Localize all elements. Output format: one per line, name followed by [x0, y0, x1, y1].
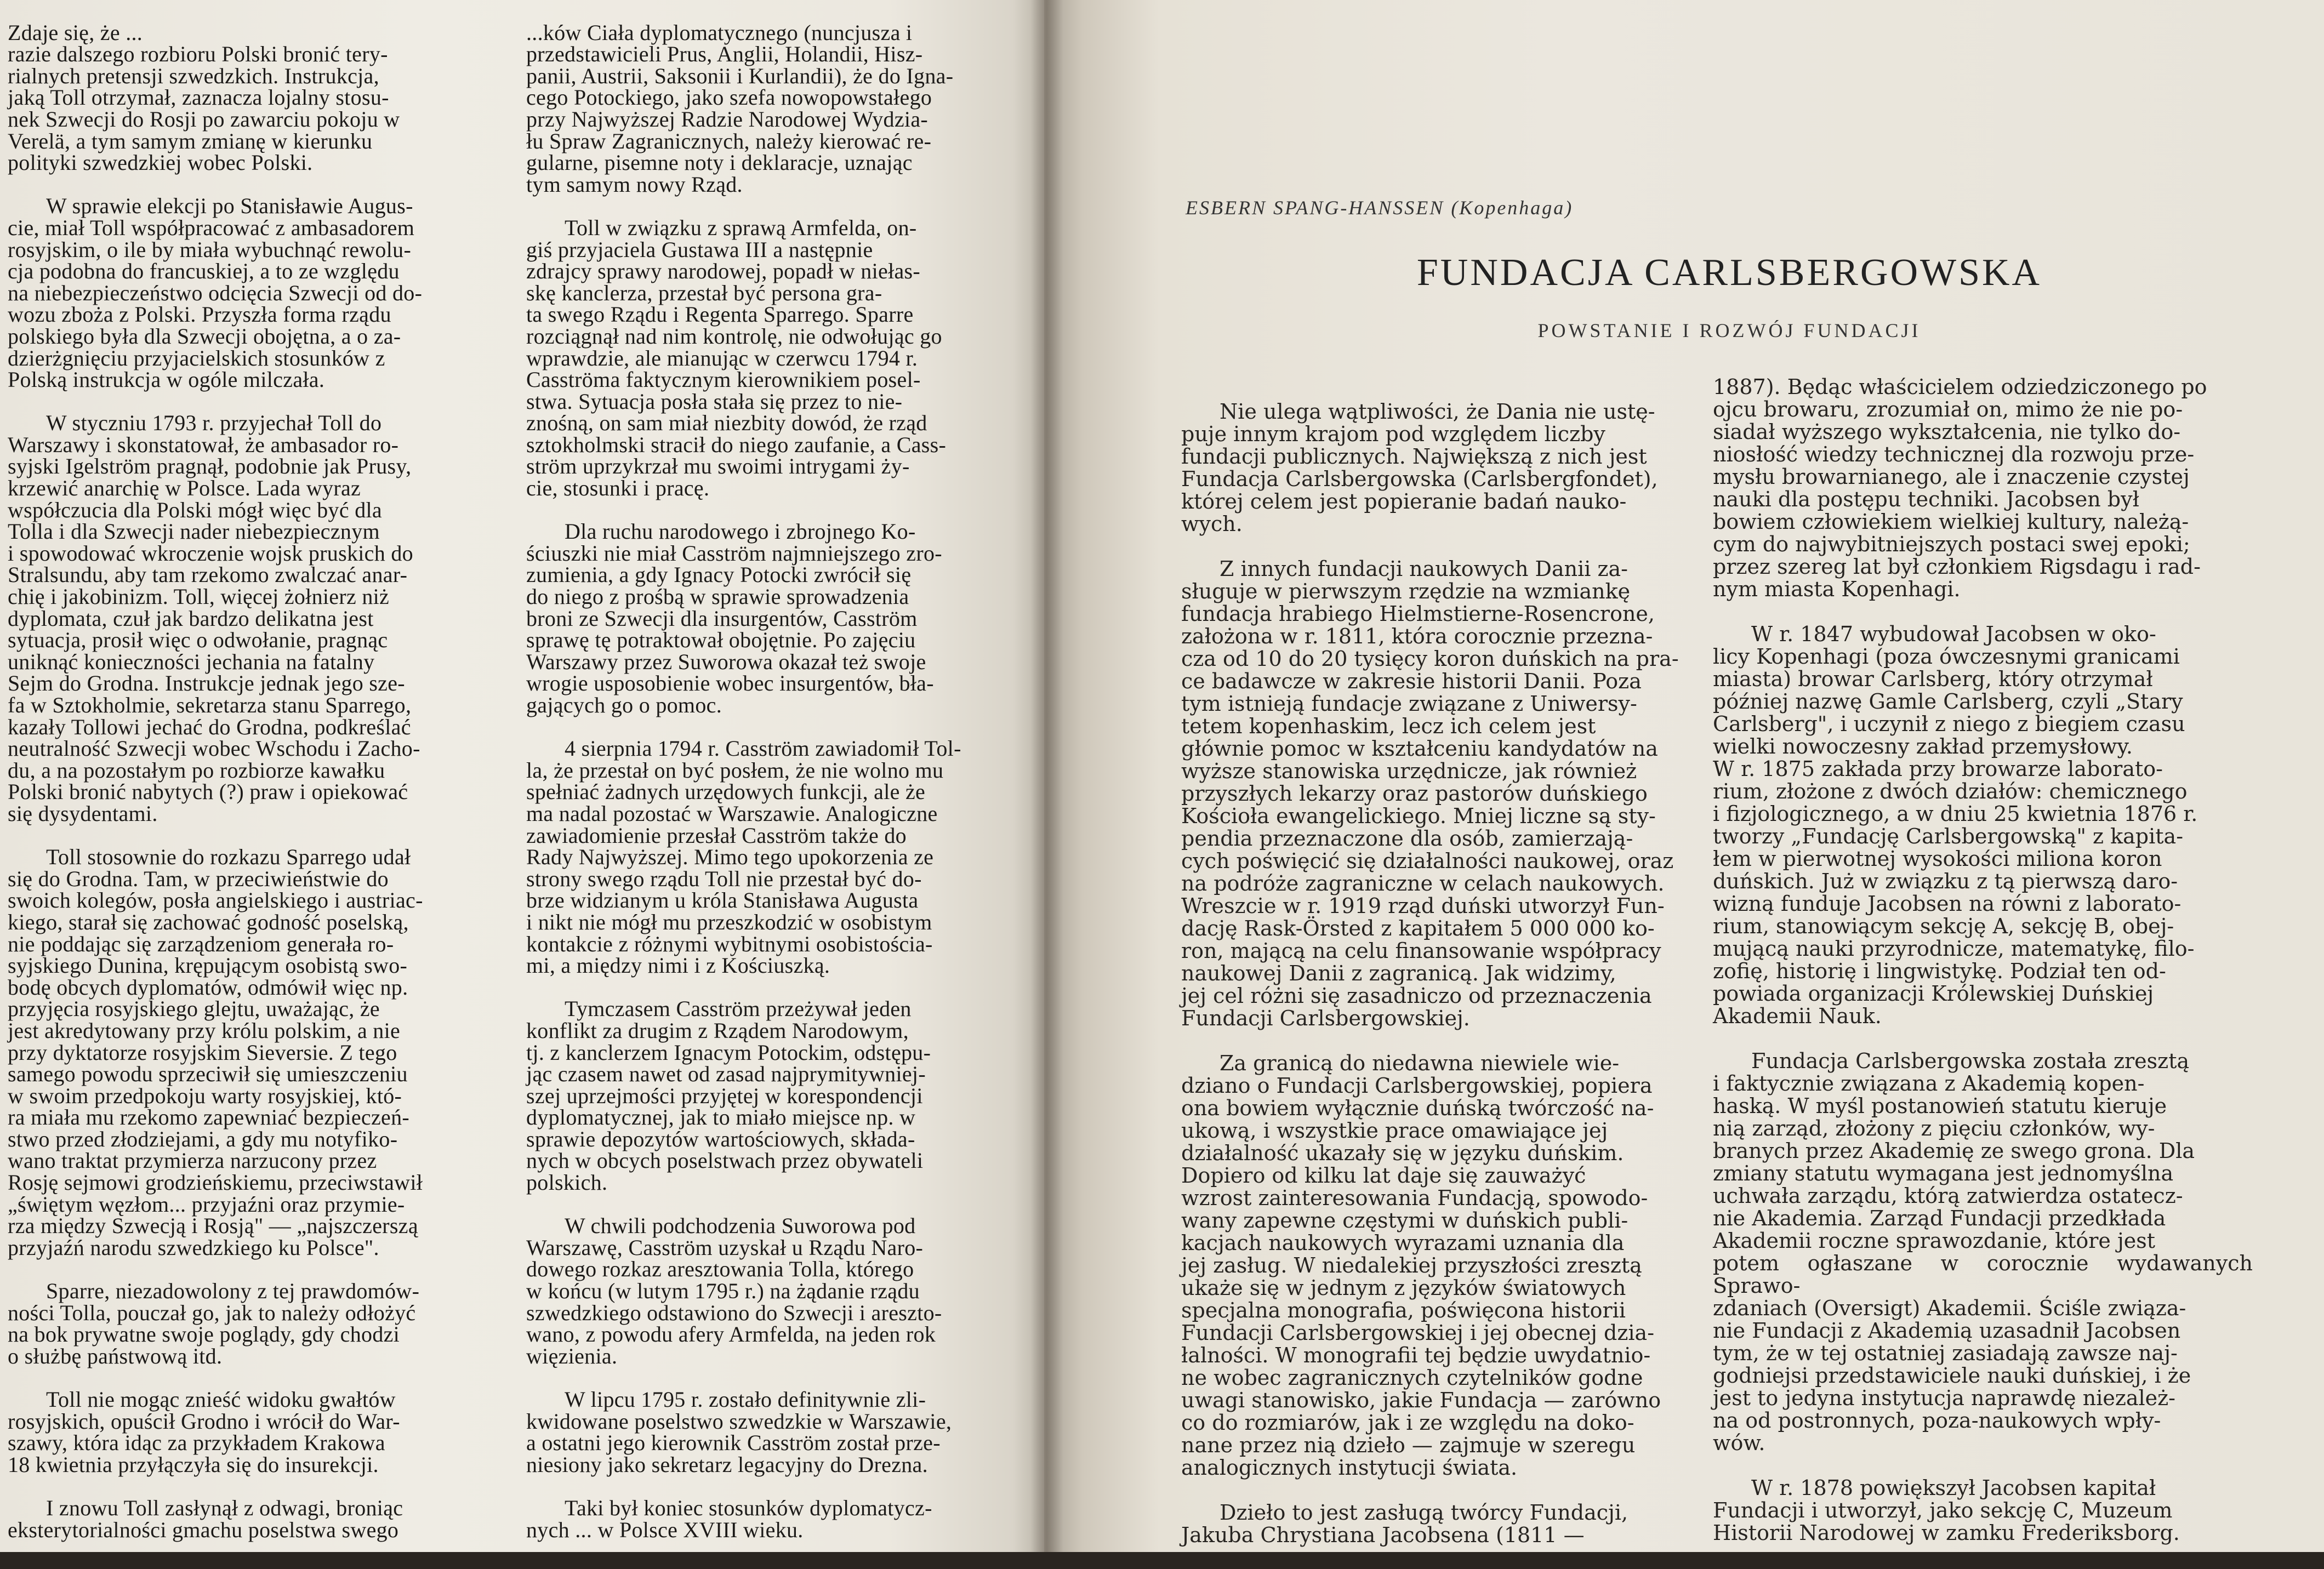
paragraph: ...ków Ciała dyplomatycznego (nuncjusza i przedstawicieli Prus, Anglii, Holandii, Hisz- panii, Austrii, Saksonii i Kurlandii), że do Igna- cego Potockiego, jako szefa nowopowstałego przy Najwyższej Radzie Narodowej Wydzia- łu Spraw Zagranicznych, należy kierować re- gularne, pisemne noty i deklaracje, uznając tym samym nowy Rząd.	[526, 20, 954, 197]
paragraph: W styczniu 1793 r. przyjechał Toll do Warszawy i skonstatował, że ambasador ro- syjski Igelström pragnął, podobnie jak Prusy, krzewić anarchię w Polsce. Lada wyraz współczucia dla Polski mógł więc być dla Tolla i dla Szwecji nader niebezpiecznym i spowodować wkroczenie wojsk pruskich do Stralsundu, aby tam rzekomo zwalczać anar- chię i jakobinizm. Toll, więcej żołnierz niż dyplomata, czuł jak bardzo delikatna jest sytuacja, prosił więc o odwołanie, pragnąc uniknąć konieczności jechania na fatalny Sejm do Grodna. Instrukcje jednak jego sze- fa w Sztokholmie, sekretarza stanu Sparrego, kazały Tollowi jechać do Grodna, podkreślać neutralność Szwecji wobec Wschodu i Zacho- du, a na pozostałym po rozbiorze kawałku Polski bronić nabytych (?) praw i opiekować się dysydentami.	[8, 410, 420, 826]
paragraph: Fundacja Carlsbergowska została zresztą i faktycznie związana z Akademią kopen- haską. W myśl postanowień statutu kieruje nią zarząd, złożony z pięciu członków, wy- branych przez Akademię ze swego grona. Dla zmiany statutu wymagana jest jednomyślna uchwała zarządu, którą zatwierdza ostatecz- nie Akademia. Zarząd Fundacji przedkłada Akademii roczne sprawozdanie, które jest potem ogłaszane w corocznie wydawanych Sprawo- zdaniach (Oversigt) Akademii. Ściśle związa- nie Fundacji z Akademią uzasadnił Jacobsen tym, że w tej ostatniej zasiadają zawsze naj- godniejsi przedstawiciele nauki duńskiej, i że jest to jedyna instytucja naprawdę niezależ- na od postronnych, poza-naukowych wpły- wów.	[1713, 1049, 2253, 1455]
paragraph: I znowu Toll zasłynął z odwagi, broniąc eksterytorialności gmachu poselstwa swego	[8, 1495, 403, 1542]
paragraph: Toll w związku z sprawą Armfelda, on- giś przyjaciela Gustawa III a następnie zdrajcy sprawy narodowej, popadł w niełas- skę kanclerza, przestał być persona gra- ta swego Rządu i Regenta Sparrego. Sparre rozciągnął nad nim kontrolę, nie odwołując go wprawdzie, ale mianując w czerwcu 1794 r. Casströma faktycznym kierownikiem posel- stwa. Sytuacja posła stała się przez to nie- znośną, on sam miał niezbity dowód, że rząd sztokholmski stracił do niego zaufanie, a Cass- ström uprzykrzał mu swoimi intrygami ży- cie, stosunki i pracę.	[526, 215, 947, 501]
paragraph: Tymczasem Casström przeżywał jeden konflikt za drugim z Rządem Narodowym, tj. z kanclerzem Ignacym Potockim, odstępu- jąc czasem nawet od zasad najprymitywniej- szej uprzejmości przyjętej w korespondencji dyplomatycznej, jak to miało miejsce np. w sprawie depozytów wartościowych, składa- nych w obcych poselstwach przez obywateli polskich.	[526, 996, 931, 1195]
paragraph: Toll stosownie do rozkazu Sparrego udał się do Grodna. Tam, w przeciwieństwie do swoich kolegów, posła angielskiego i austriac- kiego, starał się zachować godność poselską, nie poddając się zarządzeniom generała ro- syjskiego Dunina, krępującym osobistą swo- bodę obcych dyplomatów, odmówił więc np. przyjęcia rosyjskiego glejtu, uważając, że jest akredytowany przy królu polskim, a nie przy dyktatorze rosyjskim Sieversie. Z tego samego powodu sprzeciwił się umieszczeniu w swoim przedpokoju warty rosyjskiej, któ- ra miała mu rzekomo zapewniać bezpieczeń- stwo przed złodziejami, a gdy mu notyfiko- wano traktat przymierza narzucony przez Rosję sejmowi grodzieńskiemu, przeciwstawił „świętym węzłom... przyjaźni oraz przymie- rza między Szwecją i Rosją" — „najszczerszą przyjaźń narodu szwedzkiego ku Polsce".	[8, 845, 423, 1260]
left-page-column-2	[526, 0, 1022, 1552]
paragraph: 1887). Będąc właścicielem odziedziczonego po ojcu browaru, zrozumiał on, mimo że nie po- siadał wyższego wykształcenia, nie tylko do- niosłość wiedzy technicznej dla rozwoju prze- mysłu browarnianego, ale i znaczenie czystej nauki dla postępu techniki. Jacobsen był bowiem człowiekiem wielkiej kultury, należą- cym do najwybitniejszych postaci swej epoki; przez szereg lat był członkiem Rigsdagu i rad- nym miasta Kopenhagi.	[1713, 375, 2207, 601]
left-page	[0, 0, 1044, 1552]
paragraph: Dzieło to jest zasługą twórcy Fundacji, Jakuba Chrystiana Jacobsena (1811 —	[1181, 1500, 1628, 1547]
article-title: FUNDACJA CARLSBERGOWSKA	[1416, 252, 2042, 294]
article-subtitle: POWSTANIE I ROZWÓJ FUNDACJI	[1537, 319, 1921, 341]
paragraph: Nie ulega wątpliwości, że Dania nie ustę- puje innym krajom pod względem liczby fundacji publicznych. Największą z nich jest Fundacja Carlsbergowska (Carlsbergfondet), której celem jest popieranie badań nauko- wych.	[1181, 400, 1658, 536]
paragraph: Za granicą do niedawna niewiele wie- dziano o Fundacji Carlsbergowskiej, popiera ona bowiem wyłącznie duńską twórczość na- ukową, i wszystkie prace omawiające jej działalność ukazały się w języku duńskim. Dopiero od kilku lat daje się zauważyć wzrost zainteresowania Fundacją, spowodo- wany zapewne częstymi w duńskich publi- kacjach naukowych wyrazami uznania dla jej zasług. W niedalekiej przyszłości zresztą ukaże się w jednym z języków światowych specjalna monografia, poświęcona historii Fundacji Carlsbergowskiej i jej obecnej dzia- łalności. W monografii tej będzie uwydatnio- ne wobec zagranicznych czytelników godne uwagi stanowisko, jakie Fundacja — zarówno co do rozmiarów, jak i ze względu na doko- nane przez nią dzieło — zajmuje w szeregu analogicznych instytucji świata.	[1181, 1051, 1661, 1480]
paragraph: Taki był koniec stosunków dyplomatycz- nych ... w Polsce XVIII wieku.	[526, 1495, 932, 1542]
paragraph: W chwili podchodzenia Suworowa pod Warszawę, Casström uzyskał u Rządu Naro- dowego rozkaz aresztowania Tolla, którego w końcu (w lutym 1795 r.) na żądanie rządu szwedzkiego odstawiono do Szwecji i areszto- wano, z powodu afery Armfelda, na jeden rok więzienia.	[526, 1213, 942, 1368]
left-page-column-1	[8, 0, 501, 1552]
paragraph: Toll nie mogąc znieść widoku gwałtów rosyjskich, opuścił Grodno i wrócił do War- szawy, która idąc za przykładem Krakowa 18 kwietnia przyłączyła się do insurekcji.	[8, 1387, 400, 1477]
paragraph: W r. 1847 wybudował Jacobsen w oko- licy Kopenhagi (poza ówczesnymi granicami miasta) browar Carlsberg, który otrzymał później nazwę Gamle Carlsberg, czyli „Stary Carlsberg", i uczynił z niego z biegiem czasu wielki nowoczesny zakład przemysłowy. W r. 1875 zakłada przy browarze laborato- rium, złożone z dwóch działów: chemicznego i fizjologicznego, a w dniu 25 kwietnia 1876 r. tworzy „Fundację Carlsbergowską" z kapita- łem w pierwotnej wysokości miliona koron duńskich. Już w związku z tą pierwszą daro- wizną funduje Jacobsen na równi z laborato- rium, stanowiącym sekcję A, sekcję B, obej- mującą nauki przyrodnicze, matematykę, filo- zofię, historię i lingwistykę. Podział ten od- powiada organizacji Królewskiej Duńskiej Akademii Nauk.	[1713, 622, 2198, 1028]
paragraph: 4 sierpnia 1794 r. Casström zawiadomił Tol- la, że przestał on być posłem, że nie wolno mu spełniać żadnych urzędowych funkcji, ale że ma nadal pozostać w Warszawie. Analogiczne zawiadomienie przesłał Casström także do Rady Najwyższej. Mimo tego upokorzenia ze strony swego rządu Toll nie przestał być do- brze widzianym u króla Stanisława Augusta i nikt nie mógł mu przeszkodzić w osobistym kontakcie z różnymi wybitnymi osobistościa- mi, a między nimi i z Kościuszką.	[526, 736, 961, 978]
article-author: ESBERN SPANG-HANSSEN (Kopenhaga)	[1186, 197, 1574, 219]
paragraph: Z innych fundacji naukowych Danii za- sługuje w pierwszym rzędzie na wzmiankę fundacja hrabiego Hielmstierne-Rosencrone, założona w r. 1811, która corocznie przezna- cza od 10 do 20 tysięcy koron duńskich na pra- ce badawcze w zakresie historii Danii. Poza tym istnieją fundacje związane z Uniwersy- tetem kopenhaskim, lecz ich celem jest głównie pomoc w kształceniu kandydatów na wyższe stanowiska urzędnicze, jak również przyszłych lekarzy oraz pastorów duńskiego Kościoła ewangelickiego. Mniej liczne są sty- pendia przeznaczone dla osób, zamierzają- cych poświęcić się działalności naukowej, oraz na podróże zagraniczne w celach naukowych. Wreszcie w r. 1919 rząd duński utworzył Fun- dację Rask-Örsted z kapitałem 5 000 000 ko- ron, mającą na celu finansowanie współpracy naukowej Danii z zagranicą. Jak widzimy, jej cel różni się zasadniczo od przeznaczenia Fundacji Carlsbergowskiej.	[1181, 557, 1679, 1030]
paragraph: W lipcu 1795 r. zostało definitywnie zli- kwidowane poselstwo szwedzkie w Warszawie, a ostatni jego kierownik Casström został prze- niesiony jako sekretarz legacyjny do Drezna.	[526, 1387, 952, 1477]
paragraph: W sprawie elekcji po Stanisławie Augus- cie, miał Toll współpracować z ambasadorem rosyjskim, o ile by miała wybuchnąć rewolu- cja podobna do francuskiej, a to ze względu na niebezpieczeństwo odcięcia Szwecji od do- wozu zboża z Polski. Przyszła forma rządu polskiego była dla Szwecji obojętna, a o za- dzierżgnięciu przyjacielskich stosunków z Polską instrukcja w ogóle milczała.	[8, 193, 423, 392]
right-page-column-2	[1713, 353, 2253, 1567]
right-page-column-1	[1181, 378, 1702, 1569]
paragraph: W r. 1878 powiększył Jacobsen kapitał Fundacji i utworzył, jako sekcję C, Muzeum Historii Narodowej w zamku Frederiksborg.	[1713, 1476, 2180, 1545]
paragraph: Dla ruchu narodowego i zbrojnego Ko- ściuszki nie miał Casström najmniejszego zro- zumienia, a gdy Ignacy Potocki zwrócił się do niego z prośbą w sprawie sprowadzenia broni ze Szwecji dla insurgentów, Casström sprawę tę potraktował obojętnie. Po zajęciu Warszawy przez Suworowa okazał też swoje wrogie usposobienie wobec insurgentów, bła- gających go o pomoc.	[526, 519, 942, 717]
paragraph: Zdaje się, że ... razie dalszego rozbioru Polski bronić tery- rialnych pretensji szwedzkich. Instrukcja, jaką Toll otrzymał, zaznacza lojalny stosu- nek Szwecji do Rosji po zawarciu pokoju w Verelä, a tym samym zmianę w kierunku polityki szwedzkiej wobec Polski.	[8, 20, 400, 175]
paragraph: Sparre, niezadowolony z tej prawdomów- ności Tolla, pouczał go, jak to należy odłożyć na bok prywatne swoje poglądy, gdy chodzi o służbę państwową itd.	[8, 1279, 420, 1368]
